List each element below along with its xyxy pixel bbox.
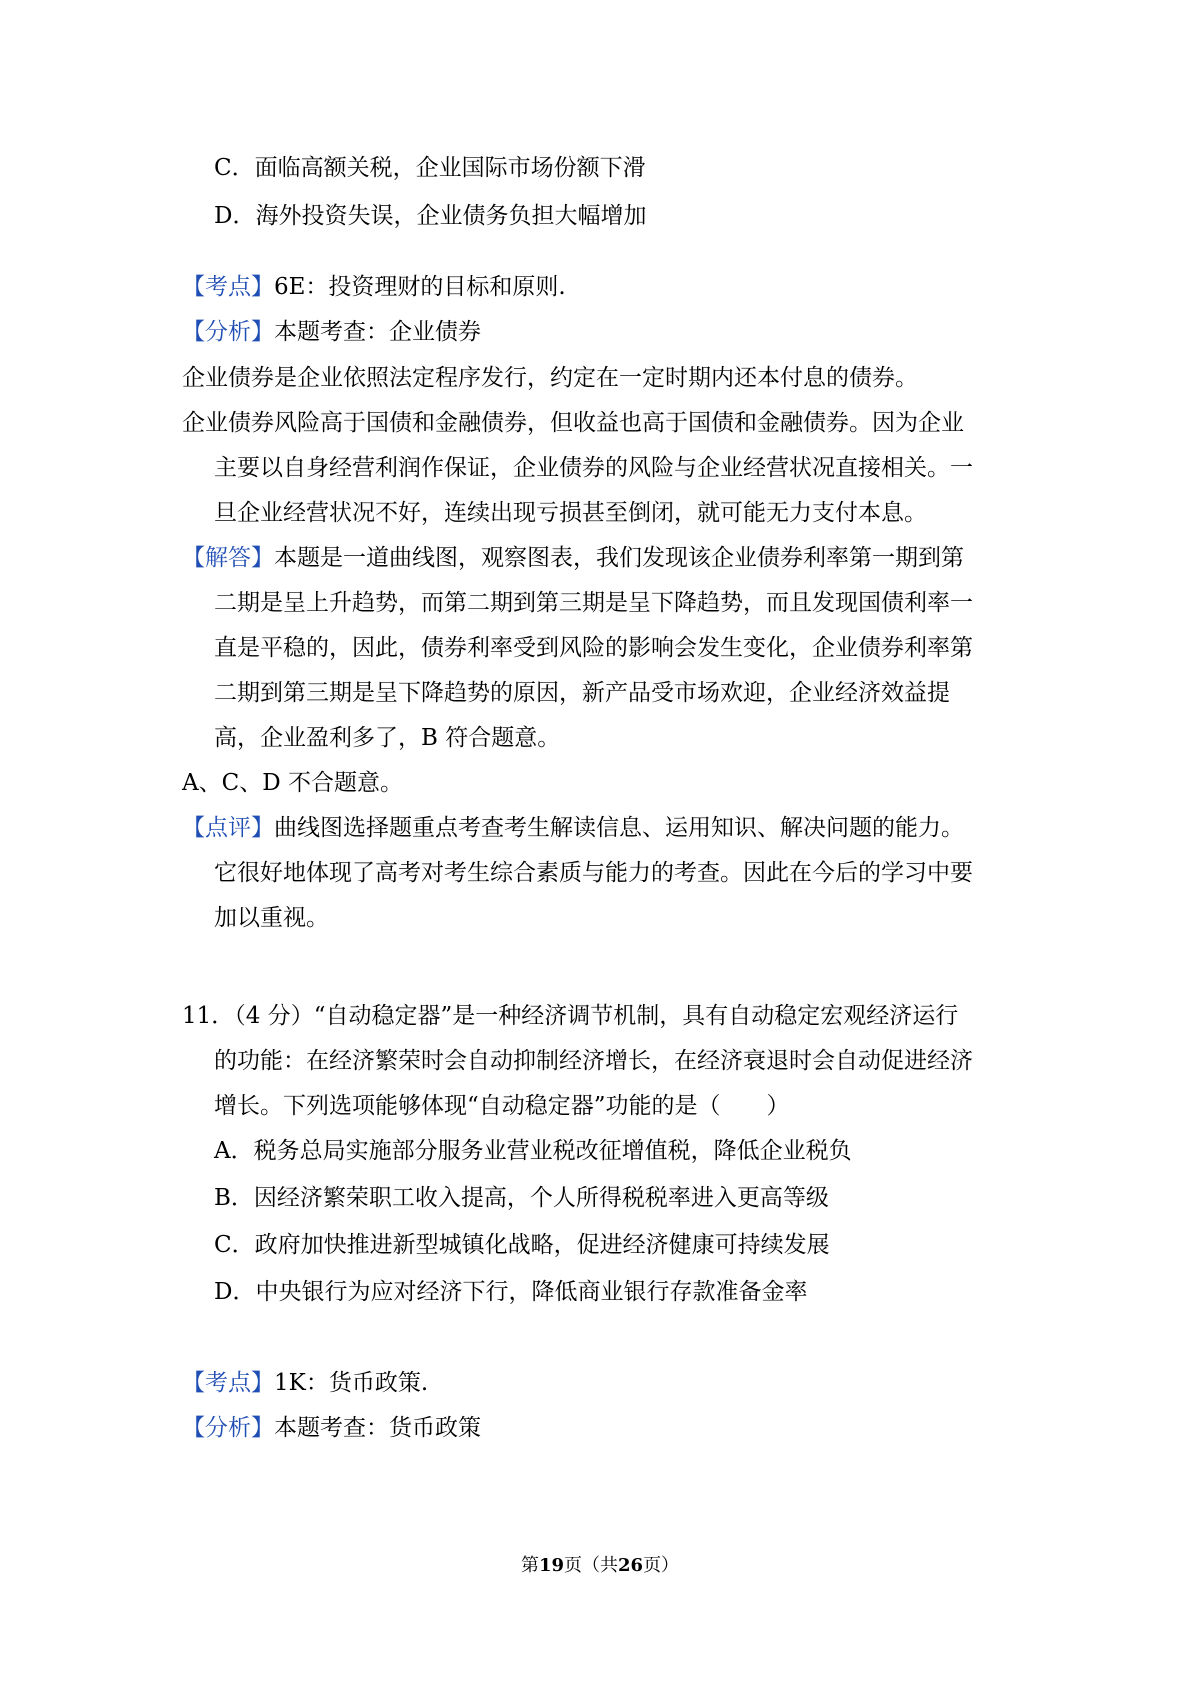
q11-fenxi	[182, 1412, 481, 1444]
q10-fenxi-para2-line2: 主要以自身经营利润作保证，企业债券的风险与企业经营状况直接相关。一	[214, 455, 973, 481]
q11-stem-line3: 增长。下列选项能够体现“自动稳定器”功能的是（ ）	[214, 1093, 790, 1119]
q10-jieda	[182, 542, 964, 574]
footer-middle: 页（共	[564, 1555, 618, 1576]
dianping-line1: 曲线图选择题重点考查考生解读信息、运用知识、解决问题的能力。	[274, 815, 964, 841]
q10-jieda-line3: 直是平稳的，因此，债券利率受到风险的影响会发生变化，企业债券利率第	[214, 635, 973, 661]
footer-prefix: 第	[520, 1555, 539, 1576]
footer-page-number: 19	[538, 1555, 564, 1576]
q10-jieda-line2: 二期是呈上升趋势，而第二期到第三期是呈下降趋势，而且发现国债利率一	[214, 590, 973, 616]
q11-kaodian-text: 1K：货币政策.	[274, 1370, 429, 1396]
q11-option-b: B．因经济繁荣职工收入提高，个人所得税税率进入更高等级	[214, 1185, 829, 1211]
q10-fenxi-para2-line3: 旦企业经营状况不好，连续出现亏损甚至倒闭，就可能无力支付本息。	[214, 500, 927, 526]
q11-option-c: C．政府加快推进新型城镇化战略，促进经济健康可持续发展	[214, 1232, 830, 1258]
q11-kaodian-tag: 【考点】	[182, 1370, 274, 1396]
q11-stem-line1: 11．（4 分）“自动稳定器”是一种经济调节机制，具有自动稳定宏观经济运行	[182, 1003, 959, 1029]
q11-option-a: A．税务总局实施部分服务业营业税改征增值税，降低企业税负	[214, 1138, 852, 1164]
footer-total-pages: 26	[618, 1555, 644, 1576]
q10-fenxi	[182, 316, 481, 348]
fenxi-tag: 【分析】	[182, 319, 274, 345]
q10-jieda-line5: 高，企业盈利多了，B 符合题意。	[214, 725, 561, 751]
q10-kaodian	[182, 271, 566, 303]
q11-stem-line2: 的功能：在经济繁荣时会自动抑制经济增长，在经济衰退时会自动促进经济	[214, 1048, 973, 1074]
q11-kaodian	[182, 1367, 428, 1399]
kaodian-tag: 【考点】	[182, 274, 274, 300]
jieda-tag: 【解答】	[182, 545, 274, 571]
dianping-tag: 【点评】	[182, 815, 274, 841]
q10-dianping-line2: 它很好地体现了高考对考生综合素质与能力的考查。因此在今后的学习中要	[214, 860, 973, 886]
q10-option-c: C．面临高额关税，企业国际市场份额下滑	[214, 155, 646, 181]
q10-jieda-line6: A、C、D 不合题意。	[182, 770, 403, 796]
kaodian-text: 6E：投资理财的目标和原则.	[274, 274, 566, 300]
jieda-line1: 本题是一道曲线图，观察图表，我们发现该企业债券利率第一期到第	[274, 545, 964, 571]
q10-option-d: D．海外投资失误，企业债务负担大幅增加	[214, 203, 647, 229]
q11-fenxi-tag: 【分析】	[182, 1415, 274, 1441]
q10-fenxi-para1: 企业债券是企业依照法定程序发行，约定在一定时期内还本付息的债券。	[182, 365, 918, 391]
q11-option-d: D．中央银行为应对经济下行，降低商业银行存款准备金率	[214, 1279, 808, 1305]
fenxi-text: 本题考查：企业债券	[274, 319, 481, 345]
footer-suffix: 页）	[643, 1555, 680, 1576]
page-footer	[0, 1554, 1200, 1578]
q11-fenxi-text: 本题考查：货币政策	[274, 1415, 481, 1441]
q10-jieda-line4: 二期到第三期是呈下降趋势的原因，新产品受市场欢迎，企业经济效益提	[214, 680, 950, 706]
q10-fenxi-para2-line1: 企业债券风险高于国债和金融债券，但收益也高于国债和金融债券。因为企业	[182, 410, 964, 436]
q10-dianping	[182, 812, 964, 844]
q10-dianping-line3: 加以重视。	[214, 905, 329, 931]
